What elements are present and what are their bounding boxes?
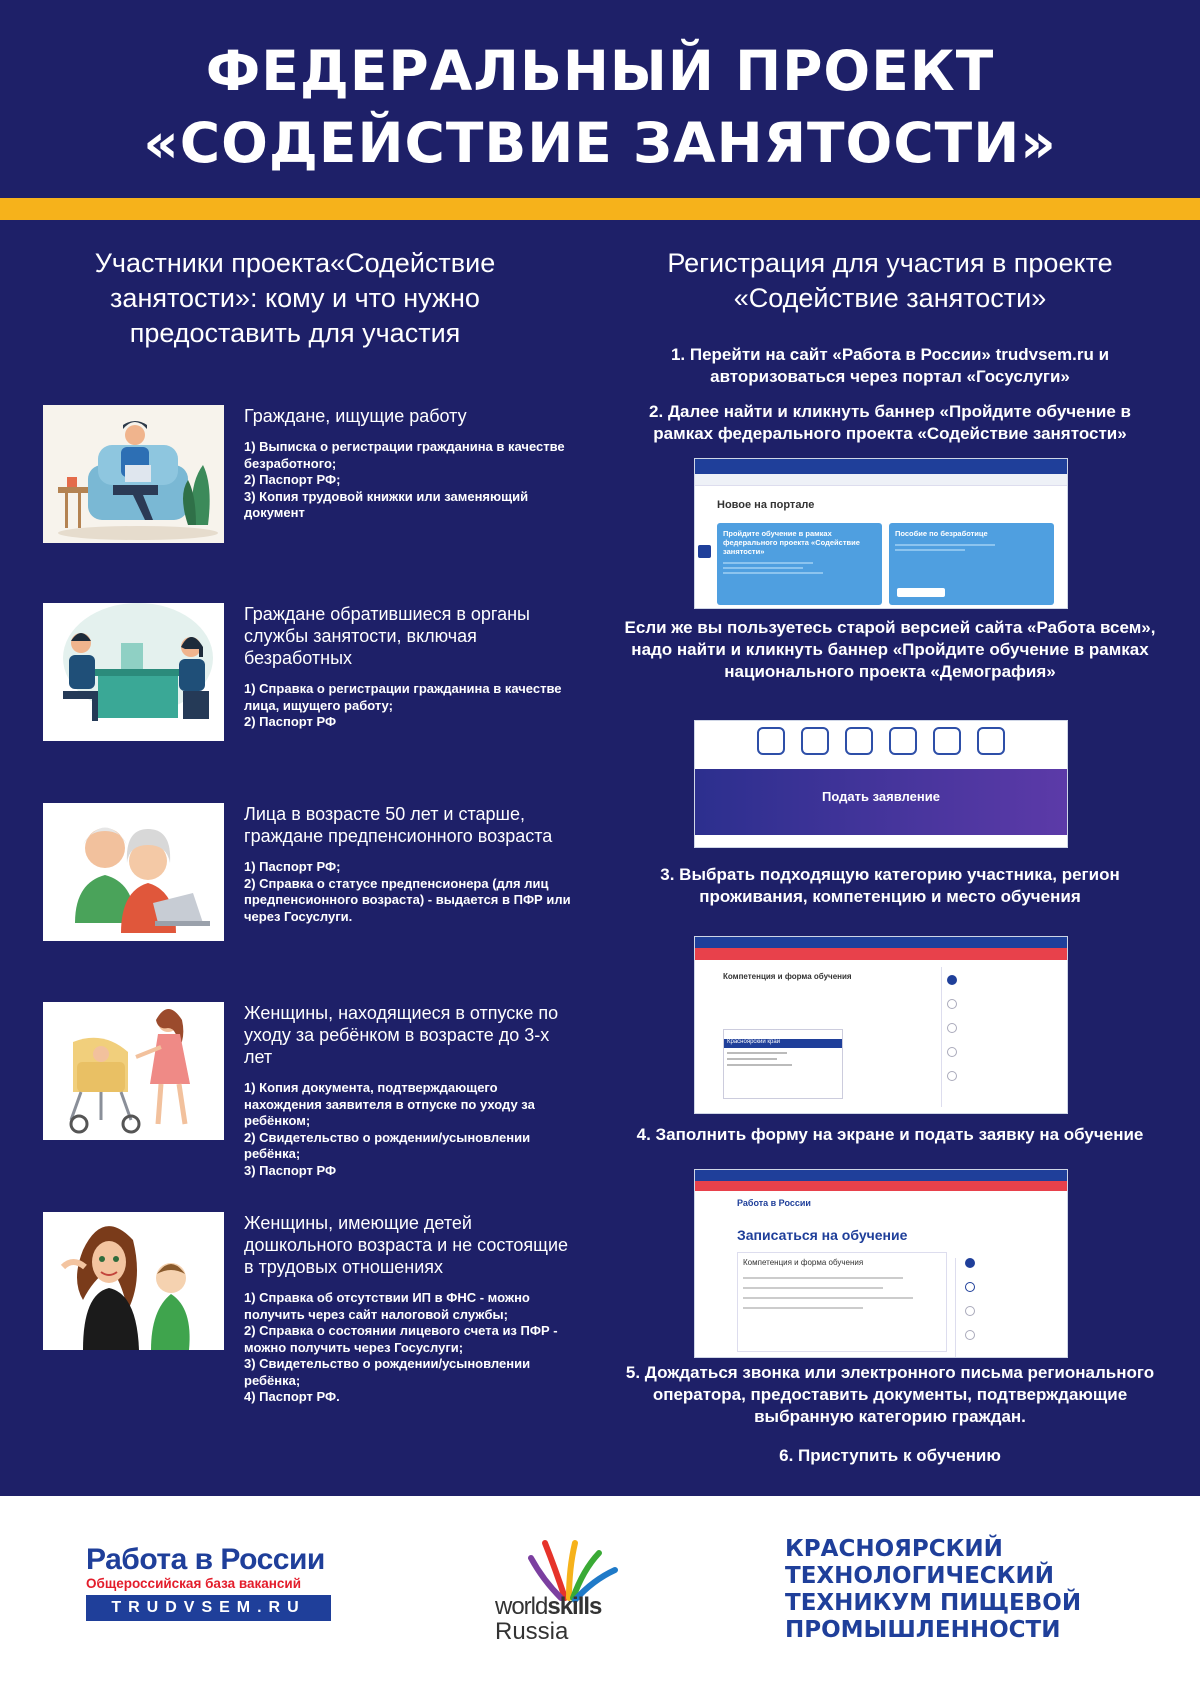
document-item: 1) Справка о регистрации гражданина в качестве лица, ищущего работу;	[244, 681, 562, 713]
participant-title: Лица в возрасте 50 лет и старше, граждане предпенсионного возраста	[244, 804, 553, 846]
participants-heading: Участники проекта«Содействие занятости»: кому и что нужно предоставить для участия	[94, 248, 496, 348]
participant-text	[244, 1212, 574, 1406]
documents-list	[244, 1080, 574, 1179]
enroll-screenshot	[694, 1169, 1068, 1358]
participant-text	[244, 803, 574, 925]
ws-skills: skills	[547, 1593, 602, 1620]
participant-card	[43, 405, 593, 555]
job-seeker-illustration	[43, 405, 224, 543]
participant-card	[43, 1212, 593, 1412]
participant-title: Женщины, находящиеся в отпуске по уходу за ребёнком в возрасте до 3-х лет	[244, 1003, 559, 1067]
participant-card	[43, 803, 593, 953]
registration-heading: Регистрация для участия в проекте «Содействие занятости»	[667, 248, 1113, 313]
title-line-1: ФЕДЕРАЛЬНЫЙ ПРОЕКТ	[205, 39, 995, 103]
rabota-subtitle: Общероссийская база вакансий	[86, 1576, 302, 1591]
documents-list	[244, 1290, 574, 1406]
mother-child-illustration	[43, 1212, 224, 1350]
elderly-couple-illustration	[43, 803, 224, 941]
documents-list	[244, 859, 574, 925]
document-item: 2) Справка о состоянии лицевого счета из ПФР - можно получить через Госуслуги;	[244, 1323, 558, 1355]
college-line: КРАСНОЯРСКИЙ	[785, 1536, 1003, 1562]
mother-stroller-illustration	[43, 1002, 224, 1140]
enroll-title: Записаться на обучение	[737, 1227, 908, 1243]
step-2: 2. Далее найти и кликнуть баннер «Пройдите обучение в рамках федерального проекта «Содействие занятости»	[649, 402, 1131, 443]
participant-title: Граждане, ищущие работу	[244, 406, 467, 426]
participant-title: Женщины, имеющие детей дошкольного возраста и не состоящие в трудовых отношениях	[244, 1213, 569, 1277]
title-line-2: «СОДЕЙСТВИЕ ЗАНЯТОСТИ»	[143, 111, 1057, 175]
participant-text	[244, 1002, 574, 1179]
apply-banner[interactable]: Подать заявление	[822, 789, 940, 804]
accent-stripe	[0, 198, 1200, 220]
old-site-note: Если же вы пользуетесь старой версией сайта «Работа всем», надо найти и кликнуть баннер «Пройдите обучение в рамках национального проекта «Демография»	[624, 618, 1156, 681]
college-line: ТЕХНИКУМ ПИЩЕВОЙ	[785, 1590, 1082, 1616]
participant-text	[244, 603, 574, 731]
document-item: 1) Копия документа, подтверждающего нахождения заявителя в отпуске по уходу за ребёнком;	[244, 1080, 535, 1128]
document-item: 3) Свидетельство о рождении/усыновлении ребёнка;	[244, 1356, 531, 1388]
selected-region[interactable]: Красноярский край	[724, 1039, 842, 1048]
training-banner[interactable]: Пройдите обучение в рамках федерального проекта «Содействие занятости»	[723, 529, 860, 556]
rabota-title: Работа в России	[86, 1543, 325, 1576]
competence-screenshot	[694, 936, 1068, 1114]
portal-screenshot	[694, 458, 1068, 609]
competence-title: Компетенция и форма обучения	[723, 972, 852, 981]
document-item: 4) Паспорт РФ.	[244, 1389, 340, 1404]
participant-title: Граждане обратившиеся в органы службы занятости, включая безработных	[244, 604, 530, 668]
step-6: 6. Приступить к обучению	[779, 1446, 1001, 1465]
document-item: 2) Свидетельство о рождении/усыновлении ребёнка;	[244, 1129, 531, 1161]
participant-card	[43, 1002, 593, 1178]
document-item: 3) Паспорт РФ	[244, 1162, 337, 1178]
college-line: ПРОМЫШЛЕННОСТИ	[785, 1617, 1061, 1643]
document-item: 2) Справка о статусе предпенсионера (для лиц предпенсионного возраста) - выдается в ПФР или через Госуслуги.	[244, 875, 571, 924]
participant-card	[43, 603, 593, 753]
documents-list	[244, 439, 574, 522]
documents-list	[244, 681, 574, 731]
enroll-subtitle: Компетенция и форма обучения	[743, 1258, 864, 1267]
worldskills-logo	[495, 1536, 635, 1656]
document-item: 2) Паспорт РФ	[244, 714, 337, 729]
rabota-site: TRUDVSEM.RU	[86, 1595, 331, 1621]
participant-text	[244, 405, 574, 522]
benefit-banner[interactable]: Пособие по безработице	[895, 529, 988, 538]
step-1: 1. Перейти на сайт «Работа в России» trudvsem.ru и авторизоваться через портал «Госуслуги»	[670, 345, 1110, 386]
document-item: 3) Копия трудовой книжки или заменяющий документ	[244, 488, 529, 520]
college-name	[785, 1536, 1085, 1644]
page-title	[0, 0, 1200, 179]
enroll-brand: Работа в России	[737, 1198, 811, 1208]
footer	[0, 1496, 1200, 1690]
document-item: 1) Выписка о регистрации гражданина в качестве безработного;	[244, 439, 565, 471]
page-header	[0, 0, 1200, 198]
step-4: 4. Заполнить форму на экране и подать заявку на обучение	[636, 1125, 1144, 1144]
document-item: 1) Паспорт РФ;	[244, 859, 341, 874]
document-item: 1) Справка об отсутствии ИП в ФНС - можно получить через сайт налоговой службы;	[244, 1290, 530, 1322]
step-3: 3. Выбрать подходящую категорию участника, регион проживания, компетенцию и место обучения	[660, 865, 1120, 906]
rabota-logo	[86, 1544, 331, 1621]
star-icon	[698, 545, 711, 558]
employment-service-illustration	[43, 603, 224, 741]
portal-news-title: Новое на портале	[717, 499, 815, 511]
ws-world: world	[495, 1593, 548, 1620]
ws-russia: Russia	[495, 1618, 569, 1645]
college-line: ТЕХНОЛОГИЧЕСКИЙ	[785, 1563, 1054, 1589]
document-item: 2) Паспорт РФ;	[244, 472, 341, 487]
step-5: 5. Дождаться звонка или электронного письма регионального оператора, предоставить документы, подтверждающие выбранную категорию граждан.	[625, 1363, 1155, 1426]
old-site-screenshot	[694, 720, 1068, 848]
